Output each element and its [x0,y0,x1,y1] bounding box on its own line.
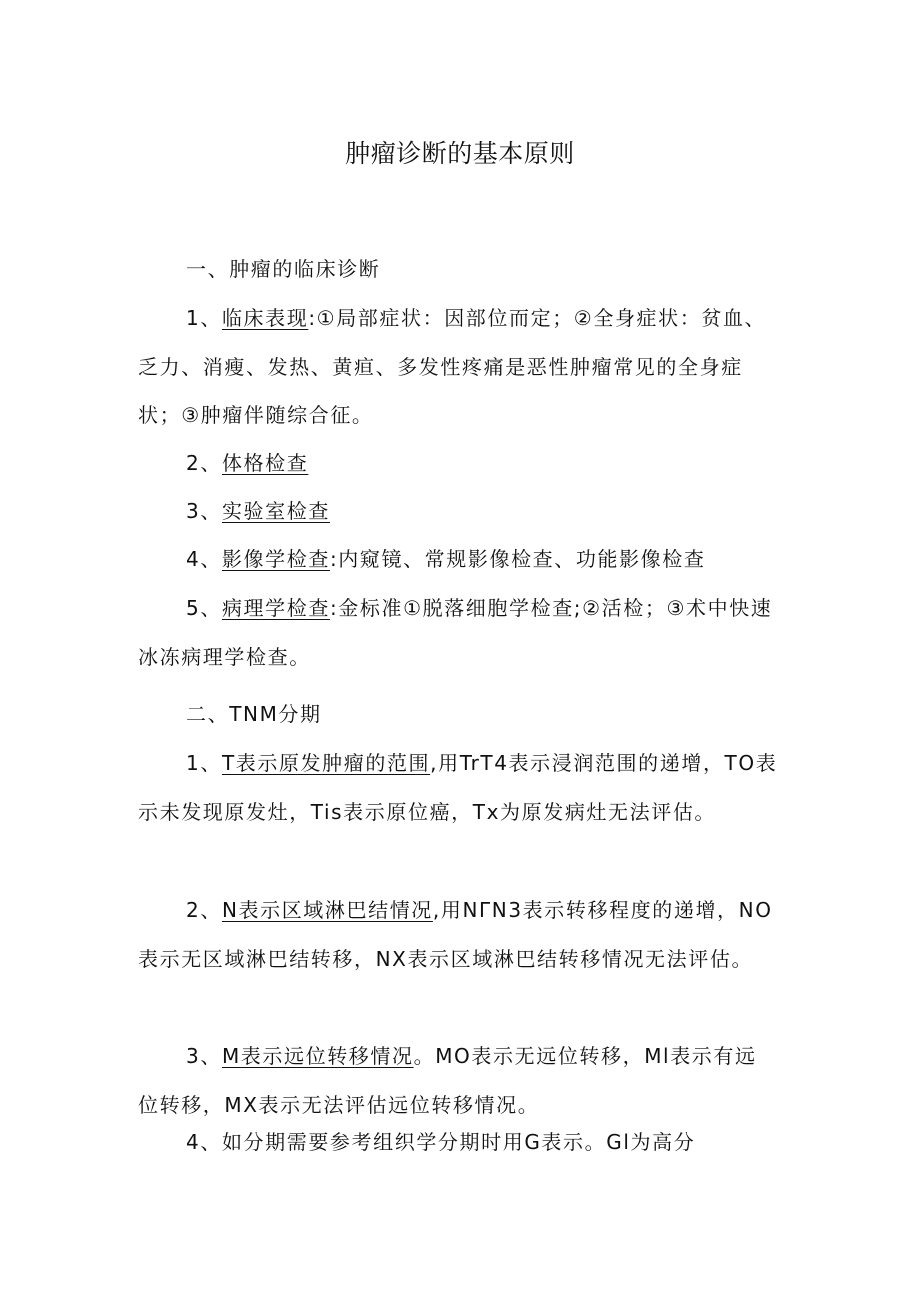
item-text: ,用NΓN3表示转移程度的递增，NO表示无区域淋巴结转移，NX表示区域淋巴结转移情况无法评估。 [138,898,773,971]
section1-heading: 一、肿瘤的临床诊断 [186,257,381,281]
item-term: 病理学检查 [221,596,330,620]
item-text: ,用TrT4表示浸润范围的递增，TO表示未发现原发灶，Tis表示原位癌，Tx为原发病灶无法评估。 [138,751,778,824]
item-term: 临床表现 [221,306,309,330]
item-number: 4、 [186,547,222,571]
section2-item-3 [138,1032,778,1129]
item-text: 。MO表示无远位转移，Ml表示有远位转移，MX表示无法评估远位转移情况。 [138,1044,757,1117]
item-text: :金标准①脱落细胞学检查;②活检；③术中快速冰冻病理学检查。 [138,596,773,669]
item-number: 5、 [186,596,222,620]
item-text: :内窥镜、常规影像检查、功能影像检查 [329,547,706,571]
document-title: 肿瘤诊断的基本原则 [345,139,575,168]
item-term: 实验室检查 [221,499,330,523]
item-term: M表示远位转移情况 [221,1044,414,1068]
section1-item-4 [138,535,778,584]
item-text: 如分期需要参考组织学分期时用G表示。Gl为高分 [221,1130,696,1154]
section2-item-2 [138,886,778,983]
section1-item-3 [138,487,778,536]
item-term: T表示原发肿瘤的范围 [221,751,431,775]
item-number: 3、 [186,1044,222,1068]
item-term: N表示区域淋巴结情况 [221,898,433,922]
item-number: 1、 [186,306,222,330]
section1-item-2 [138,439,778,488]
section2-heading: 二、TNM分期 [186,702,322,726]
section2-item-4 [138,1118,778,1167]
section2-item-1 [138,739,778,836]
item-number: 1、 [186,751,222,775]
item-text: :①局部症状：因部位而定；②全身症状：贫血、乏力、消瘦、发热、黄疸、多发性疼痛是恶性肿瘤常见的全身症状；③肿瘤伴随综合征。 [138,306,767,427]
section1-item-1 [138,294,778,440]
item-number: 4、 [186,1130,222,1154]
item-number: 2、 [186,451,222,475]
item-term: 影像学检查 [221,547,330,571]
item-number: 3、 [186,499,222,523]
section1-item-5 [138,584,778,681]
item-number: 2、 [186,898,222,922]
item-term: 体格检查 [221,451,309,475]
